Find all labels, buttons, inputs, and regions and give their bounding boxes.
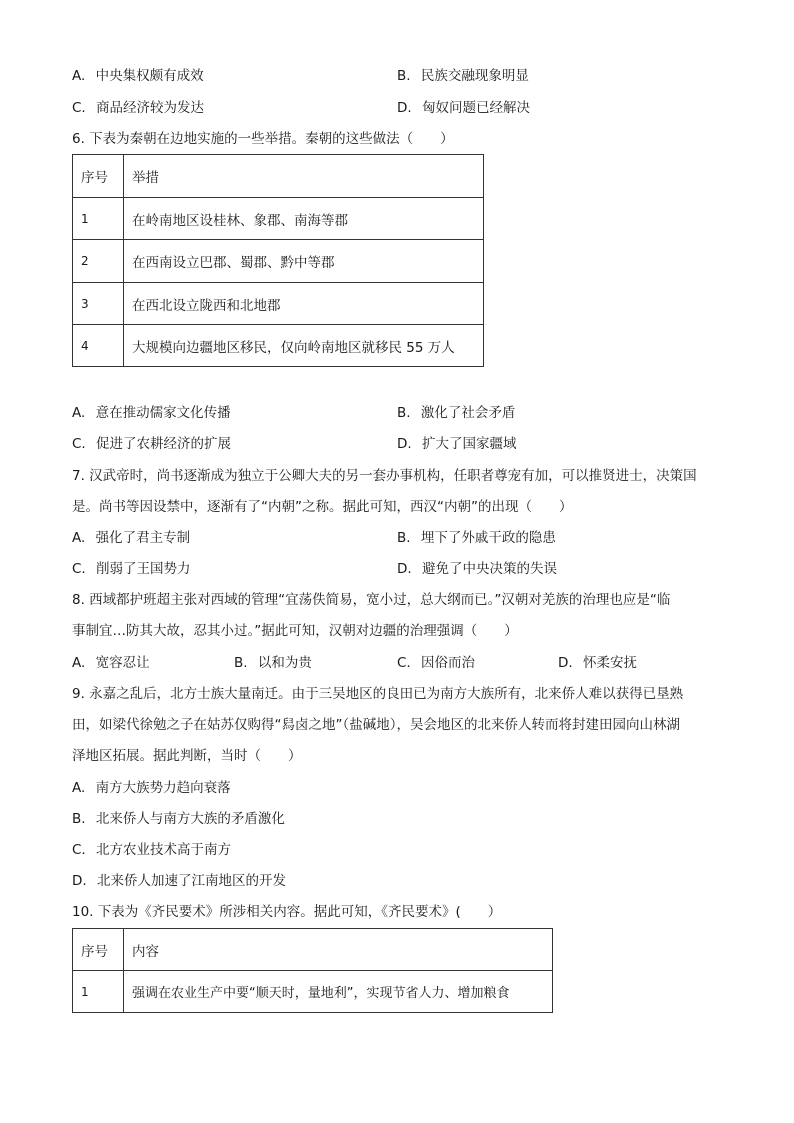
q9-option-b bbox=[72, 809, 285, 829]
option-text: 意在推动儒家文化传播 bbox=[95, 405, 231, 421]
q7-stem-line: 7. 汉武帝时，尚书逐渐成为独立于公卿大夫的另一套办事机构，任职者尊宠有加，可以推贤进士，决策国 bbox=[72, 468, 697, 484]
q9-option-d bbox=[72, 871, 286, 891]
option-text: 削弱了王国势力 bbox=[96, 561, 191, 577]
option-text: 宽容忍让 bbox=[95, 655, 150, 671]
option-letter: C. bbox=[72, 561, 86, 577]
q7-option-a bbox=[72, 528, 190, 548]
table-row bbox=[73, 325, 484, 367]
option-text: 匈奴问题已经解决 bbox=[421, 100, 530, 116]
option-letter: A. bbox=[72, 780, 86, 796]
option-text: 促进了农耕经济的扩展 bbox=[96, 436, 232, 452]
q5-option-b bbox=[397, 66, 529, 86]
q9-stem-line: 9. 永嘉之乱后，北方士族大量南迁。由于三吴地区的良田已为南方大族所有，北来侨人难以获得已垦熟 bbox=[72, 686, 684, 702]
q5-option-a bbox=[72, 66, 204, 86]
option-text: 南方大族势力趋向衰落 bbox=[95, 780, 231, 796]
option-letter: D. bbox=[397, 436, 412, 452]
q9-option-a bbox=[72, 778, 231, 798]
option-text: 民族交融现象明显 bbox=[420, 68, 529, 84]
option-letter: B. bbox=[397, 68, 411, 84]
table-header-cell: 举措 bbox=[124, 155, 484, 198]
option-text: 北来侨人与南方大族的矛盾激化 bbox=[95, 811, 285, 827]
table-cell-content: 在岭南地区设桂林、象郡、南海等郡 bbox=[124, 198, 484, 240]
q7-option-d bbox=[397, 559, 557, 579]
q7-option-c bbox=[72, 559, 191, 579]
option-text: 怀柔安抚 bbox=[582, 655, 637, 671]
table-header-row bbox=[73, 929, 553, 971]
option-letter: D. bbox=[558, 655, 573, 671]
option-text: 以和为贵 bbox=[257, 655, 312, 671]
option-letter: B. bbox=[397, 405, 411, 421]
option-letter: B. bbox=[72, 811, 86, 827]
option-letter: A. bbox=[72, 530, 86, 546]
option-letter: C. bbox=[72, 436, 86, 452]
table-cell-seq: 1 bbox=[73, 971, 124, 1013]
q8-option-d bbox=[558, 653, 637, 673]
q6-option-b bbox=[397, 403, 515, 423]
q10-stem: 10. 下表为《齐民要术》所涉相关内容。据此可知，《齐民要术》( ） bbox=[72, 904, 502, 920]
q6-option-d bbox=[397, 434, 516, 454]
table-cell-content: 在西南设立巴郡、蜀郡、黔中等郡 bbox=[124, 240, 484, 283]
option-letter: A. bbox=[72, 405, 86, 421]
table-cell-seq: 2 bbox=[73, 240, 124, 283]
option-letter: C. bbox=[397, 655, 411, 671]
option-text: 强化了君主专制 bbox=[95, 530, 191, 546]
option-letter: B. bbox=[397, 530, 411, 546]
option-letter: A. bbox=[72, 68, 86, 84]
q9-option-c bbox=[72, 840, 231, 860]
option-text: 埋下了外戚干政的隐患 bbox=[420, 530, 556, 546]
option-letter: D. bbox=[397, 561, 412, 577]
option-letter: C. bbox=[72, 842, 86, 858]
q5-option-c bbox=[72, 98, 204, 118]
table-header-cell: 序号 bbox=[73, 155, 124, 198]
option-letter: A. bbox=[72, 655, 86, 671]
q10-table bbox=[72, 928, 553, 1013]
table-cell-content: 强调在农业生产中要“顺天时，量地利”，实现节省人力、增加粮食 bbox=[124, 971, 553, 1013]
q8-stem-line: 8. 西域都护班超主张对西域的管理“宜荡佚简易，宽小过，总大纲而已。”汉朝对羌族的治理也应是“临 bbox=[72, 592, 671, 608]
q6-table bbox=[72, 154, 484, 367]
table-header-cell: 内容 bbox=[124, 929, 553, 971]
q8-option-c bbox=[397, 653, 475, 673]
option-letter: D. bbox=[72, 873, 87, 889]
option-letter: D. bbox=[397, 100, 412, 116]
q8-stem-line: 事制宜…防其大故，忍其小过。”据此可知，汉朝对边疆的治理强调（ ） bbox=[72, 623, 518, 639]
table-row bbox=[73, 198, 484, 240]
table-cell-seq: 1 bbox=[73, 198, 124, 240]
table-cell-seq: 4 bbox=[73, 325, 124, 367]
table-cell-content: 在西北设立陇西和北地郡 bbox=[124, 283, 484, 325]
option-text: 避免了中央决策的失误 bbox=[421, 561, 557, 577]
table-row bbox=[73, 240, 484, 283]
option-letter: C. bbox=[72, 100, 86, 116]
q6-option-c bbox=[72, 434, 231, 454]
q8-option-b bbox=[234, 653, 312, 673]
q9-stem-line: 田，如梁代徐勉之子在姑苏仅购得“舄卤之地”（盐碱地），吴会地区的北来侨人转而将封建田园向山林湖 bbox=[72, 717, 680, 733]
q7-option-b bbox=[397, 528, 556, 548]
option-text: 激化了社会矛盾 bbox=[420, 405, 516, 421]
table-cell-seq: 3 bbox=[73, 283, 124, 325]
table-header-cell: 序号 bbox=[73, 929, 124, 971]
q8-option-a bbox=[72, 653, 150, 673]
q5-option-d bbox=[397, 98, 530, 118]
q9-stem-line: 泽地区拓展。据此判断，当时（ ） bbox=[72, 748, 302, 764]
table-cell-content: 大规模向边疆地区移民，仅向岭南地区就移民 55 万人 bbox=[124, 325, 484, 367]
q7-stem-line: 是。尚书等因设禁中，逐渐有了“内朝”之称。据此可知，西汉“内朝”的出现（ ） bbox=[72, 499, 573, 515]
option-text: 商品经济较为发达 bbox=[96, 100, 205, 116]
table-row bbox=[73, 283, 484, 325]
option-text: 因俗而治 bbox=[421, 655, 476, 671]
option-text: 扩大了国家疆域 bbox=[421, 436, 517, 452]
option-text: 中央集权颇有成效 bbox=[95, 68, 204, 84]
option-text: 北方农业技术高于南方 bbox=[96, 842, 232, 858]
table-row bbox=[73, 971, 553, 1013]
q6-option-a bbox=[72, 403, 231, 423]
option-text: 北来侨人加速了江南地区的开发 bbox=[96, 873, 286, 889]
option-letter: B. bbox=[234, 655, 248, 671]
table-header-row bbox=[73, 155, 484, 198]
q6-stem: 6. 下表为秦朝在边地实施的一些举措。秦朝的这些做法（ ） bbox=[72, 131, 454, 147]
